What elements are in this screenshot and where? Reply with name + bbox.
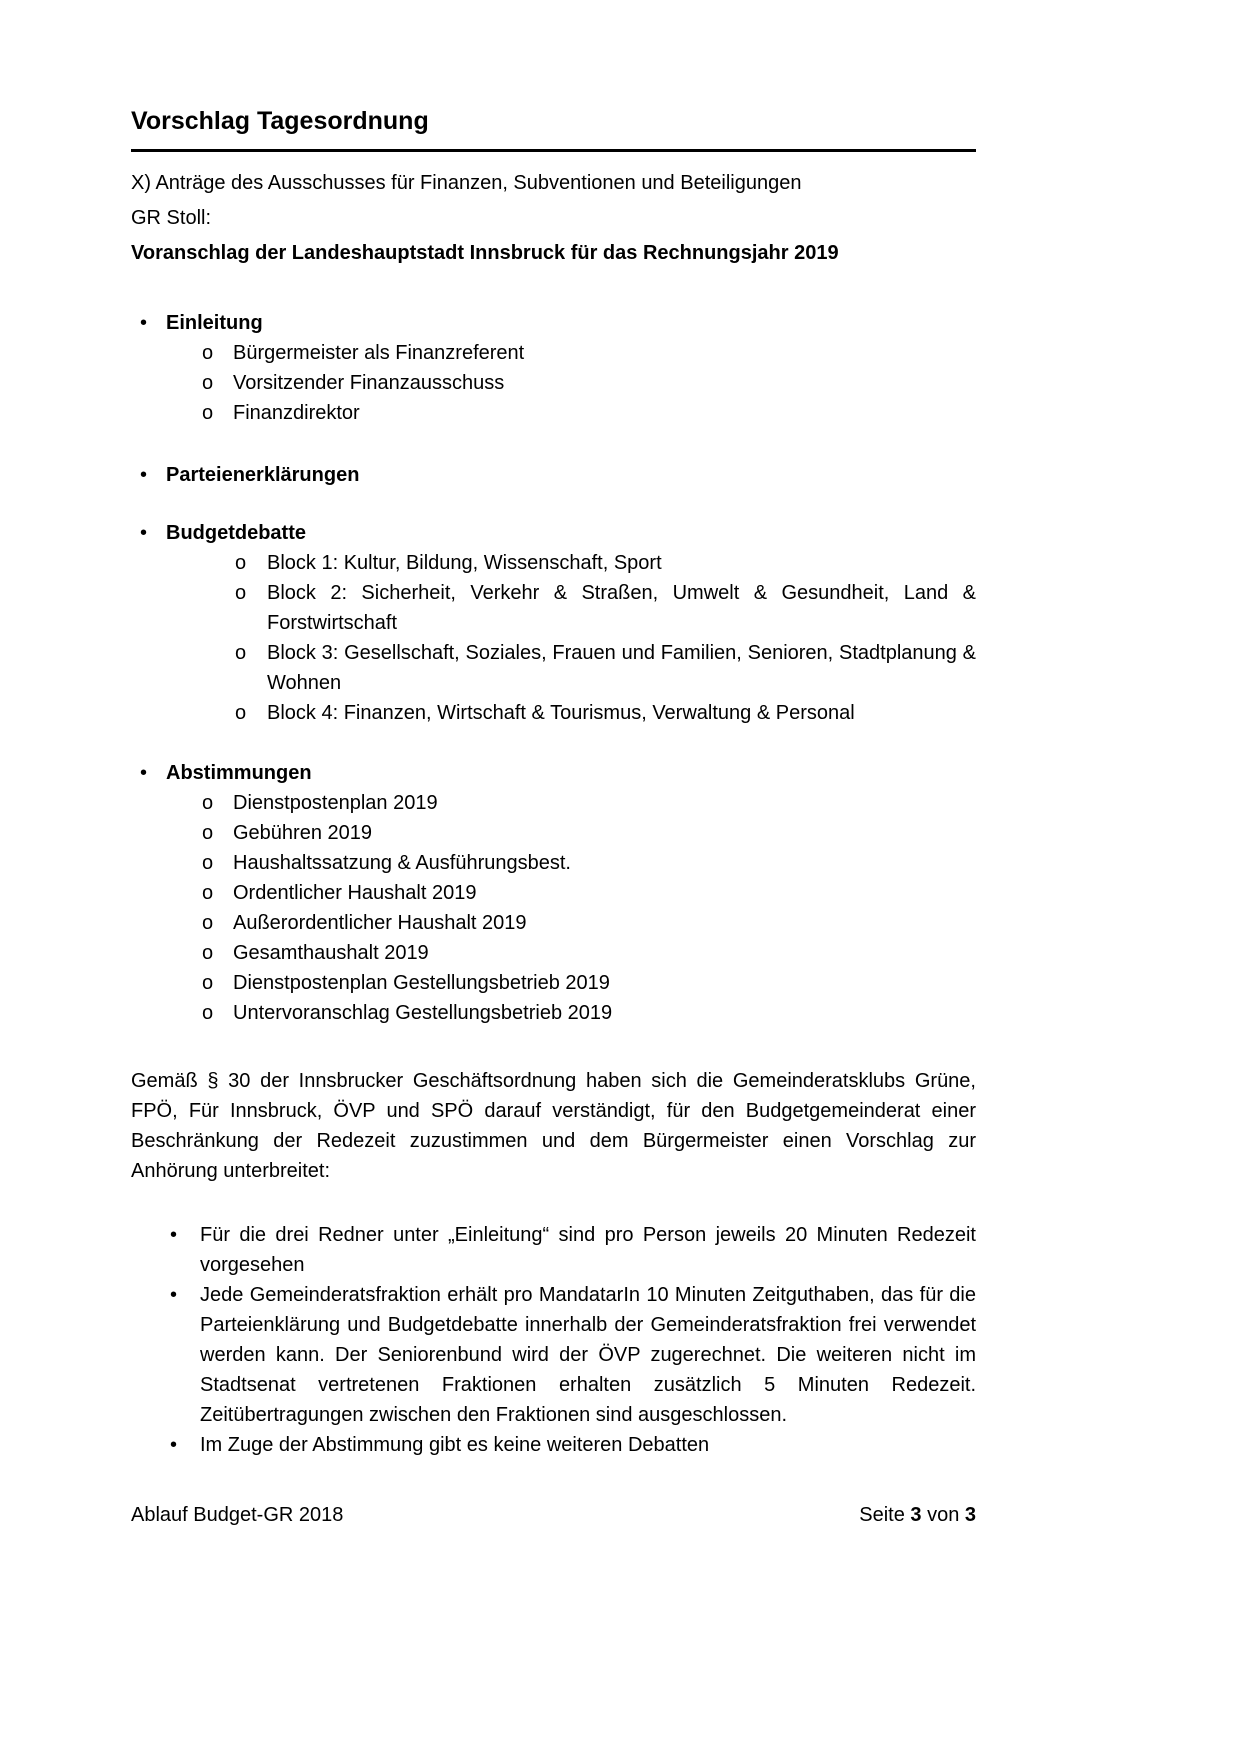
list-item-label: Bürgermeister als Finanzreferent — [233, 342, 525, 364]
list-item — [131, 698, 976, 728]
rule-text: Jede Gemeinderatsfraktion erhält pro MandatarIn 10 Minuten Zeitguthaben, das für die Parteienklärung und Budgetdebatte innerhalb der Gemeinderatsfraktion frei verwendet werden kann. Der Seniorenbund wird der ÖVP zugerechnet. Die weiteren nicht im Stadtsenat vertretenen Fraktionen erhalten zusätzlich 5 Minuten Redezeit. Zeitübertragungen zwischen den Fraktionen sind ausgeschlossen. — [200, 1284, 976, 1426]
list-item — [131, 788, 976, 818]
list-item-label: Block 2: Sicherheit, Verkehr & Straßen, Umwelt & Gesundheit, Land & Forstwirtschaft — [267, 582, 976, 634]
list-item-label: Dienstpostenplan Gestellungsbetrieb 2019 — [233, 972, 610, 994]
list-item — [131, 368, 976, 398]
circle-marker-icon: o — [202, 912, 214, 934]
list-item — [131, 818, 976, 848]
bullet-icon: • — [140, 522, 148, 544]
bullet-icon: • — [140, 762, 148, 784]
rule-text: Im Zuge der Abstimmung gibt es keine weiteren Debatten — [200, 1434, 710, 1456]
circle-marker-icon: o — [202, 792, 214, 814]
agenda-section-label: Parteienerklärungen — [166, 464, 360, 486]
intro-line: GR Stoll: — [131, 207, 212, 229]
circle-marker-icon: o — [202, 402, 214, 424]
circle-marker-icon: o — [202, 942, 214, 964]
list-item-label: Haushaltssatzung & Ausführungsbest. — [233, 852, 571, 874]
list-item — [131, 938, 976, 968]
list-item — [131, 398, 976, 428]
body-paragraph: Gemäß § 30 der Innsbrucker Geschäftsordnung haben sich die Gemeinderatsklubs Grüne, FPÖ, Für Innsbruck, ÖVP und SPÖ darauf verständigt, für den Budgetgemeinderat einer Beschränkung der Redezeit zuzustimmen und dem Bürgermeister einen Vorschlag zur Anhörung unterbreitet: — [131, 1070, 976, 1182]
list-item — [131, 338, 976, 368]
list-item-label: Block 3: Gesellschaft, Soziales, Frauen und Familien, Senioren, Stadtplanung & Wohnen — [267, 642, 976, 694]
circle-marker-icon: o — [235, 642, 247, 664]
list-item — [131, 878, 976, 908]
agenda-section-einleitung — [131, 308, 976, 338]
bullet-icon: • — [140, 464, 148, 486]
list-item — [131, 998, 976, 1028]
footer-left-text: Ablauf Budget-GR 2018 — [131, 1504, 344, 1526]
agenda-section-budgetdebatte — [131, 518, 976, 548]
footer-page-prefix: Seite — [859, 1504, 911, 1526]
list-item-label: Untervoranschlag Gestellungsbetrieb 2019 — [233, 1002, 613, 1024]
rule-item — [131, 1280, 976, 1430]
list-item — [131, 848, 976, 878]
page-title: Vorschlag Tagesordnung — [131, 104, 976, 152]
circle-marker-icon: o — [202, 1002, 214, 1024]
list-item — [131, 638, 976, 698]
circle-marker-icon: o — [202, 372, 214, 394]
rule-text: Für die drei Redner unter „Einleitung“ sind pro Person jeweils 20 Minuten Redezeit vorgesehen — [200, 1224, 976, 1276]
circle-marker-icon: o — [202, 972, 214, 994]
list-item-label: Ordentlicher Haushalt 2019 — [233, 882, 477, 904]
list-item-label: Gesamthaushalt 2019 — [233, 942, 429, 964]
bullet-icon: • — [170, 1434, 178, 1456]
footer-page-number: 3 — [910, 1504, 922, 1526]
circle-marker-icon: o — [202, 882, 214, 904]
circle-marker-icon: o — [235, 552, 247, 574]
agenda-section-label: Budgetdebatte — [166, 522, 306, 544]
list-item — [131, 578, 976, 638]
rule-item — [131, 1220, 976, 1280]
agenda-section-label: Einleitung — [166, 312, 263, 334]
list-item-label: Block 1: Kultur, Bildung, Wissenschaft, Sport — [267, 552, 662, 574]
rule-item — [131, 1430, 976, 1460]
agenda-section-label: Abstimmungen — [166, 762, 312, 784]
circle-marker-icon: o — [202, 342, 214, 364]
circle-marker-icon: o — [235, 702, 247, 724]
list-item — [131, 908, 976, 938]
list-item-label: Vorsitzender Finanzausschuss — [233, 372, 505, 394]
list-item-label: Block 4: Finanzen, Wirtschaft & Tourismus, Verwaltung & Personal — [267, 702, 855, 724]
document-subtitle: Voranschlag der Landeshauptstadt Innsbruck für das Rechnungsjahr 2019 — [131, 242, 839, 264]
bullet-icon: • — [170, 1284, 178, 1306]
circle-marker-icon: o — [202, 822, 214, 844]
footer-page-total: 3 — [964, 1504, 976, 1526]
list-item-label: Dienstpostenplan 2019 — [233, 792, 438, 814]
bullet-icon: • — [170, 1224, 178, 1246]
page-footer — [131, 1500, 976, 1530]
intro-line: X) Anträge des Ausschusses für Finanzen, Subventionen und Beteiligungen — [131, 172, 802, 194]
list-item-label: Gebühren 2019 — [233, 822, 373, 844]
list-item-label: Finanzdirektor — [233, 402, 360, 424]
footer-page-infix: von — [921, 1504, 965, 1526]
circle-marker-icon: o — [235, 582, 247, 604]
agenda-section-parteienerklaerungen — [131, 460, 976, 490]
circle-marker-icon: o — [202, 852, 214, 874]
list-item — [131, 968, 976, 998]
list-item — [131, 548, 976, 578]
footer-page-indicator — [859, 1500, 976, 1530]
bullet-icon: • — [140, 312, 148, 334]
agenda-section-abstimmungen — [131, 758, 976, 788]
list-item-label: Außerordentlicher Haushalt 2019 — [233, 912, 527, 934]
